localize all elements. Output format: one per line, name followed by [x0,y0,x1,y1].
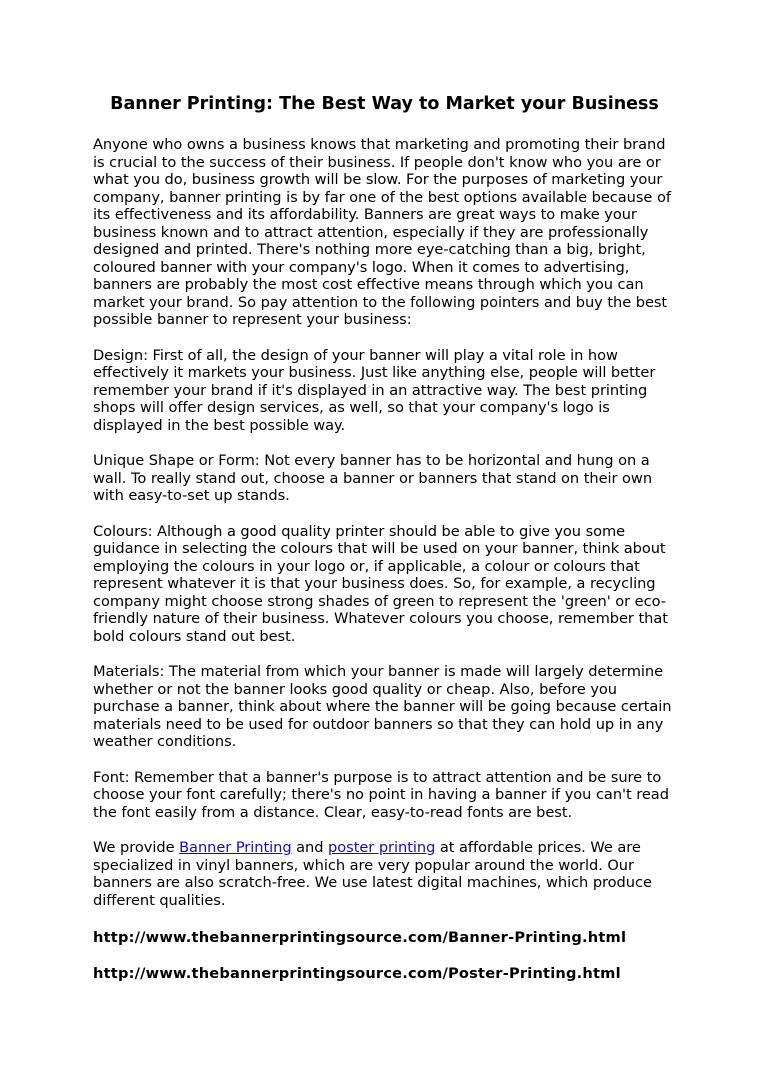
document-page [93,92,678,999]
closing-intro: We provide [93,839,180,856]
materials-paragraph: Materials: The material from which your banner is made will largely determine whether or not the banner looks good quality or cheap. Also, before you purchase a banner, think about where the banner will be going because certain materials need to be used for outdoor banners so that they can hold up in any weather conditions. [93,663,672,750]
closing-joiner: and [291,839,329,856]
banner-printing-link[interactable]: Banner Printing [179,839,292,856]
shape-paragraph: Unique Shape or Form: Not every banner has to be horizontal and hung on a wall. To really stand out, choose a banner or banners that stand on their own with easy-to-set up stands. [93,452,653,504]
closing-paragraph [93,839,678,909]
document-title: Banner Printing: The Best Way to Market your Business [110,94,659,114]
poster-printing-link[interactable]: poster printing [328,839,436,856]
intro-paragraph: Anyone who owns a business knows that marketing and promoting their brand is crucial to the success of their business. If people don't know who you are or what you do, business growth will be slow. For the purposes of marketing your company, banner printing is by far one of the best options available because of its effectiveness and its affordability. Banners are great ways to make your business known and to attract attention, especially if they are professionally designed and printed. There's nothing more eye-catching than a big, bright, coloured banner with your company's logo. When it comes to advertising, banners are probably the most cost effective means through which you can market your brand. So pay attention to the following pointers and buy the best possible banner to represent your business: [93,136,671,328]
banner-printing-url[interactable]: http://www.thebannerprintingsource.com/Banner-Printing.html [93,929,627,946]
closing-rest: at affordable prices. We are specialized in vinyl banners, which are very popular around the world. Our banners are also scratch-free. We use latest digital machines, which produce different qualities. [93,839,652,909]
poster-printing-url[interactable]: http://www.thebannerprintingsource.com/Poster-Printing.html [93,965,621,982]
colours-paragraph: Colours: Although a good quality printer should be able to give you some guidance in selecting the colours that will be used on your banner, think about employing the colours in your logo or, if applicable, a colour or colours that represent whatever it is that your business does. So, for example, a recycling company might choose strong shades of green to represent the 'green' or eco-friendly nature of their business. Whatever colours you choose, remember that bold colours stand out best. [93,522,668,645]
design-paragraph: Design: First of all, the design of your banner will play a vital role in how effectively it markets your business. Just like anything else, people will better remember your brand if it's displayed in an attractive way. The best printing shops will offer design services, as well, so that your company's logo is displayed in the best possible way. [93,346,656,434]
font-paragraph: Font: Remember that a banner's purpose is to attract attention and be sure to choose your font carefully; there's no point in having a banner if you can't read the font easily from a distance. Clear, easy-to-read fonts are best. [93,768,669,821]
